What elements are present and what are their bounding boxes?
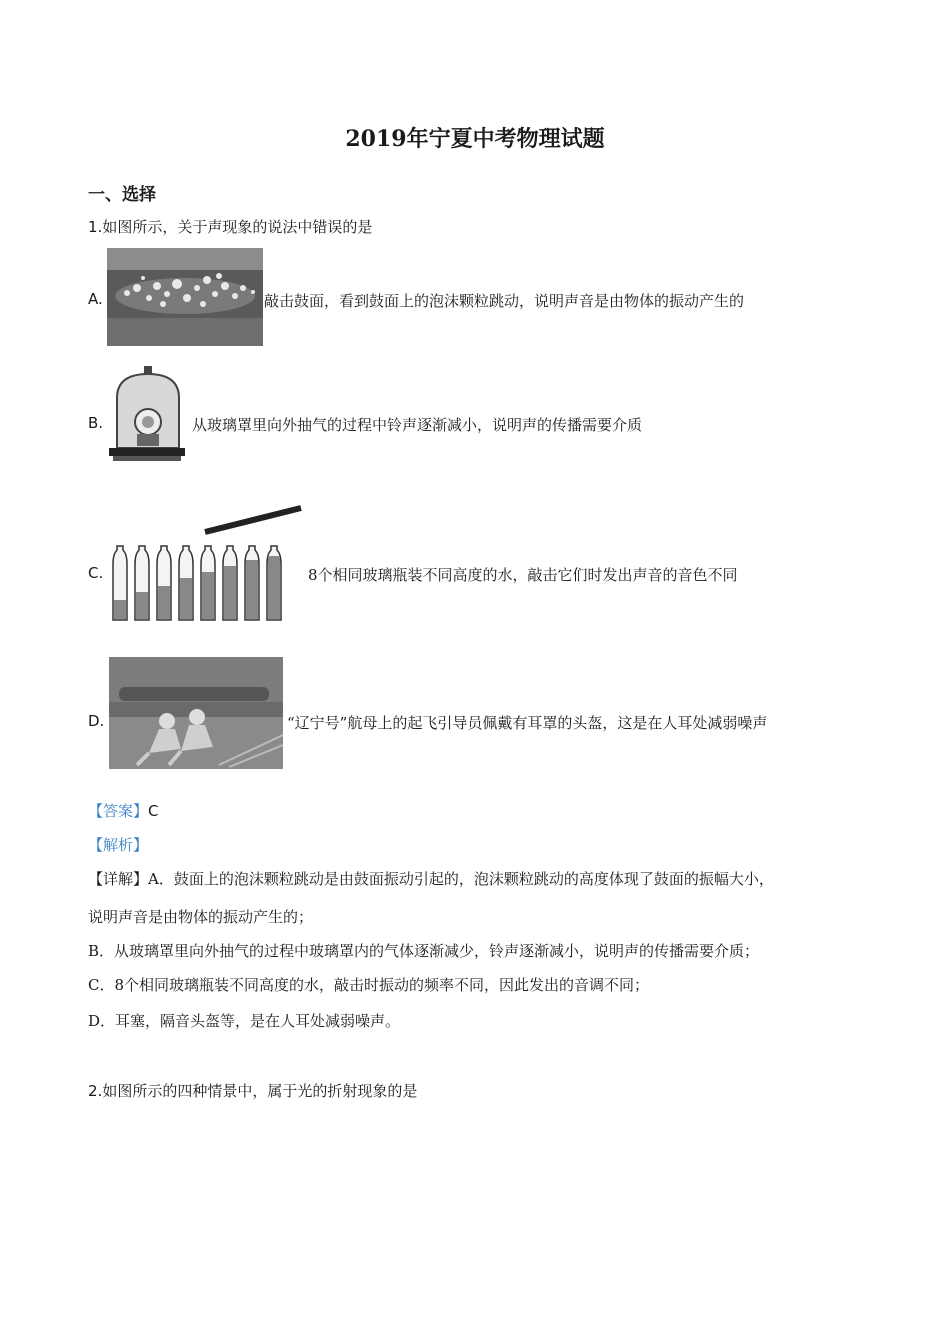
- analysis-tag: 【解析】: [88, 836, 149, 854]
- question-number: 1.: [88, 218, 103, 236]
- detail-text: A．鼓面上的泡沫颗粒跳动是由鼓面振动引起的，泡沫颗粒跳动的高度体现了鼓面的振幅大小，: [148, 870, 774, 888]
- bottles-image: [105, 502, 305, 622]
- detail-line-3: B．从玻璃罩里向外抽气的过程中玻璃罩内的气体逐渐减少，铃声逐渐减小，说明声的传播需要介质；: [88, 942, 760, 960]
- option-c-text: 8个相同玻璃瓶装不同高度的水，敲击它们时发出声音的音色不同: [308, 566, 738, 584]
- detail-line-5: D．耳塞，隔音头盔等，是在人耳处减弱噪声。: [88, 1012, 401, 1030]
- detail-tag: 【详解】: [88, 870, 149, 888]
- option-b-label: B.: [88, 414, 104, 432]
- drum-foam-image: [107, 248, 263, 346]
- option-a-label: A.: [88, 290, 103, 308]
- option-b-text: 从玻璃罩里向外抽气的过程中铃声逐渐减小，说明声的传播需要介质: [192, 416, 643, 434]
- question-number: 2.: [88, 1082, 103, 1100]
- section-heading: 一、选择: [88, 185, 156, 205]
- answer-line: [88, 800, 159, 821]
- option-d-text: “辽宁号”航母上的起飞引导员佩戴有耳罩的头盔，这是在人耳处减弱噪声: [287, 714, 768, 732]
- question-1-stem: [88, 216, 372, 237]
- bell-jar-image: [107, 364, 189, 464]
- answer-tag: 【答案】: [88, 802, 149, 820]
- option-a-text: 敲击鼓面，看到鼓面上的泡沫颗粒跳动，说明声音是由物体的振动产生的: [264, 292, 745, 310]
- detail-line-2: 说明声音是由物体的振动产生的；: [88, 908, 314, 926]
- detail-line-4: C．8个相同玻璃瓶装不同高度的水，敲击时振动的频率不同，因此发出的音调不同；: [88, 976, 650, 994]
- option-c-label: C.: [88, 564, 104, 582]
- page-title: 2019年宁夏中考物理试题: [345, 126, 605, 152]
- detail-line-1: [88, 868, 774, 889]
- question-stem-text: 如图所示，关于声现象的说法中错误的是: [102, 218, 373, 236]
- question-2-stem: [88, 1080, 417, 1101]
- answer-value: C: [148, 802, 159, 820]
- question-stem-text: 如图所示的四种情景中，属于光的折射现象的是: [102, 1082, 418, 1100]
- carrier-deck-image: [109, 657, 283, 769]
- option-d-label: D.: [88, 712, 105, 730]
